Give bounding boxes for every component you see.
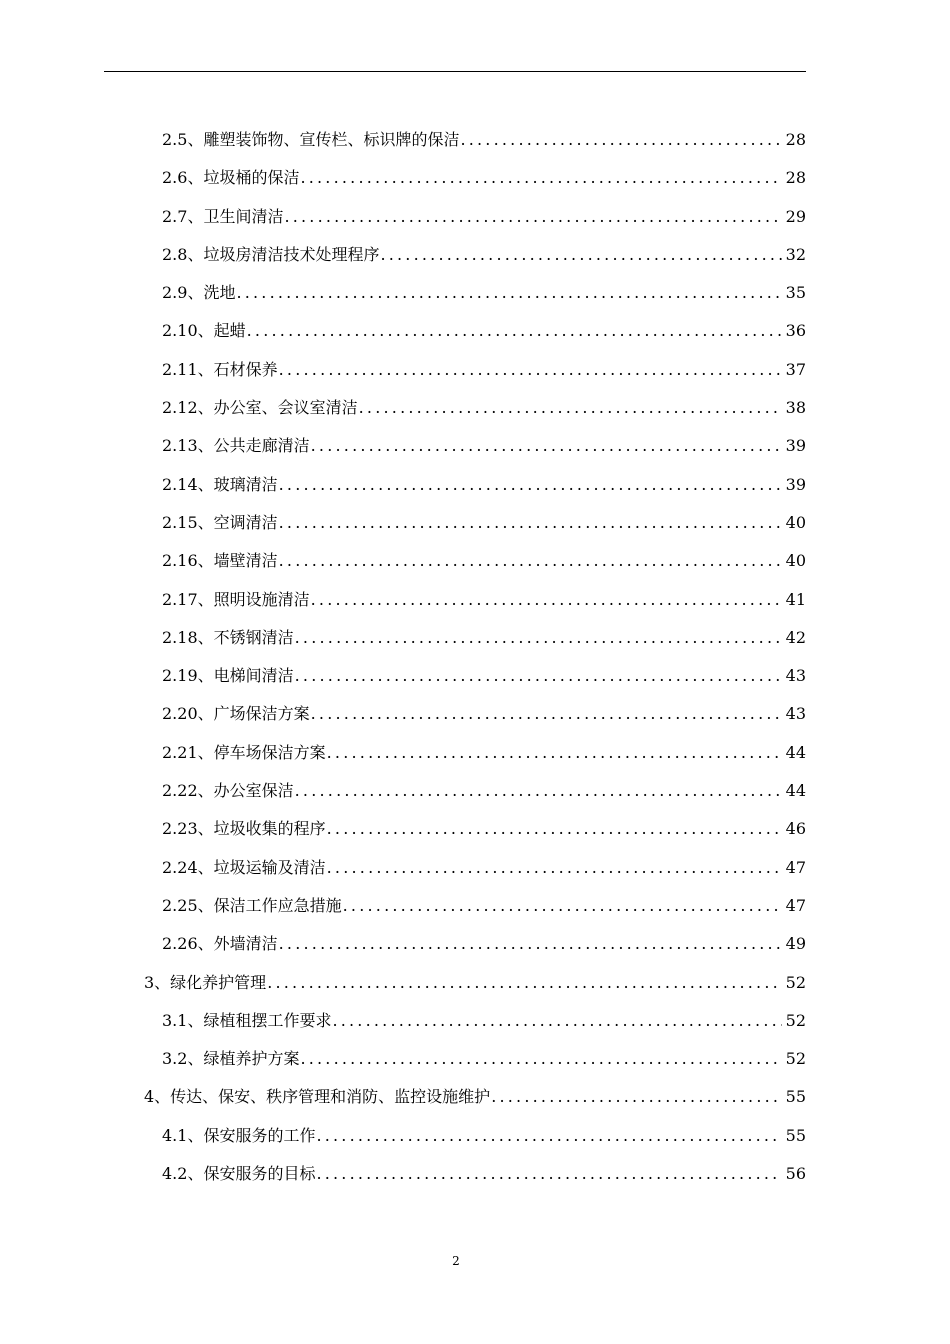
toc-dot-leader [310, 695, 782, 733]
toc-dot-leader [278, 925, 782, 963]
toc-entry[interactable] [0, 695, 806, 733]
toc-entry-label: 2.18、不锈钢清洁 [162, 627, 294, 647]
toc-dot-leader [315, 1155, 782, 1193]
toc-entry[interactable] [0, 466, 806, 504]
toc-entry[interactable] [0, 236, 806, 274]
toc-entry-page: 41 [785, 589, 806, 609]
toc-entry[interactable] [0, 619, 806, 657]
toc-entry-page: 35 [785, 283, 806, 303]
toc-entry-label: 4.1、保安服务的工作 [162, 1125, 316, 1145]
toc-entry-page: 38 [785, 398, 806, 418]
toc-dot-leader [299, 1040, 782, 1078]
toc-entry-page: 40 [785, 551, 806, 571]
toc-dot-leader [459, 121, 782, 159]
toc-entry[interactable] [0, 198, 806, 236]
toc-dot-leader [235, 274, 782, 312]
toc-entry-label: 2.17、照明设施清洁 [162, 589, 310, 609]
toc-dot-leader [299, 159, 782, 197]
toc-entry-page: 49 [785, 934, 806, 954]
toc-entry-label: 2.11、石材保养 [162, 359, 278, 379]
toc-entry[interactable] [0, 734, 806, 772]
toc-entry-page: 28 [785, 130, 806, 149]
toc-entry[interactable] [0, 121, 806, 159]
toc-entry[interactable] [0, 581, 806, 619]
toc-dot-leader [266, 964, 782, 1002]
toc-dot-leader [310, 427, 782, 465]
toc-dot-leader [310, 581, 782, 619]
toc-entry-label: 2.5、雕塑装饰物、宣传栏、标识牌的保洁 [162, 130, 460, 149]
toc-entry-page: 28 [785, 168, 806, 188]
toc-entry-label: 2.16、墙壁清洁 [162, 551, 278, 571]
toc-dot-leader [358, 389, 782, 427]
toc-entry-label: 2.25、保洁工作应急措施 [162, 895, 342, 915]
toc-dot-leader [490, 1078, 782, 1116]
toc-dot-leader [278, 351, 782, 389]
toc-entry-page: 47 [785, 857, 806, 877]
toc-dot-leader [283, 198, 782, 236]
toc-entry-label: 2.7、卫生间清洁 [162, 206, 284, 226]
toc-entry[interactable] [0, 351, 806, 389]
toc-dot-leader [326, 810, 782, 848]
toc-entry-label: 4.2、保安服务的目标 [162, 1164, 316, 1184]
toc-dot-leader [326, 849, 782, 887]
toc-dot-leader [315, 1117, 782, 1155]
toc-entry[interactable] [0, 657, 806, 695]
toc-entry-label: 2.20、广场保洁方案 [162, 704, 310, 724]
toc-entry-page: 55 [785, 1087, 806, 1107]
toc-entry[interactable] [0, 427, 806, 465]
toc-entry-page: 43 [785, 666, 806, 686]
toc-entry-label: 2.23、垃圾收集的程序 [162, 819, 326, 839]
header-rule [104, 71, 806, 72]
toc-entry-label: 2.21、停车场保洁方案 [162, 742, 326, 762]
toc-dot-leader [278, 466, 782, 504]
toc-entry-label: 3.2、绿植养护方案 [162, 1049, 300, 1069]
toc-entry-label: 3、绿化养护管理 [144, 972, 267, 992]
toc-entry-page: 39 [785, 436, 806, 456]
toc-dot-leader [379, 236, 782, 274]
toc-entry[interactable] [0, 389, 806, 427]
toc-dot-leader [294, 619, 782, 657]
toc-entry-label: 3.1、绿植租摆工作要求 [162, 1010, 332, 1030]
toc-dot-leader [342, 887, 782, 925]
toc-entry[interactable] [0, 1078, 806, 1116]
toc-entry-page: 40 [785, 512, 806, 532]
toc-entry-label: 2.12、办公室、会议室清洁 [162, 398, 358, 418]
toc-entry[interactable] [0, 504, 806, 542]
toc-entry-page: 32 [785, 244, 806, 264]
toc-entry-label: 4、传达、保安、秩序管理和消防、监控设施维护 [144, 1087, 491, 1107]
toc-entry[interactable] [0, 274, 806, 312]
toc-entry-label: 2.14、玻璃清洁 [162, 474, 278, 494]
toc-entry-label: 2.13、公共走廊清洁 [162, 436, 310, 456]
toc-entry-page: 42 [785, 627, 806, 647]
toc-entry-label: 2.24、垃圾运输及清洁 [162, 857, 326, 877]
toc-entry[interactable] [0, 810, 806, 848]
toc-entry-page: 39 [785, 474, 806, 494]
toc-entry-page: 52 [785, 972, 806, 992]
toc-entry-label: 2.26、外墙清洁 [162, 934, 278, 954]
toc-entry-label: 2.9、洗地 [162, 283, 236, 303]
toc-dot-leader [294, 657, 782, 695]
toc-entry[interactable] [0, 159, 806, 197]
toc-entry[interactable] [0, 887, 806, 925]
toc-entry-page: 56 [785, 1164, 806, 1184]
toc-entry-page: 55 [785, 1125, 806, 1145]
toc-dot-leader [278, 504, 782, 542]
toc-entry[interactable] [0, 542, 806, 580]
toc-entry[interactable] [0, 312, 806, 350]
toc-entry-label: 2.8、垃圾房清洁技术处理程序 [162, 244, 380, 264]
toc-entry-page: 44 [785, 781, 806, 801]
toc-entry[interactable] [0, 849, 806, 887]
toc-entry-page: 36 [785, 321, 806, 341]
toc-dot-leader [326, 734, 782, 772]
toc-dot-leader [278, 542, 782, 580]
toc-entry-page: 37 [785, 359, 806, 379]
toc-entry-page: 46 [785, 819, 806, 839]
table-of-contents [0, 121, 950, 1193]
toc-dot-leader [246, 312, 782, 350]
toc-entry-page: 52 [785, 1010, 806, 1030]
toc-entry[interactable] [0, 1117, 806, 1155]
toc-entry-label: 2.10、起蜡 [162, 321, 246, 341]
toc-entry[interactable] [0, 925, 806, 963]
toc-entry[interactable] [0, 1040, 806, 1078]
toc-entry-page: 47 [785, 895, 806, 915]
page-number: 2 [452, 1254, 460, 1268]
toc-entry-page: 43 [785, 704, 806, 724]
toc-entry-label: 2.15、空调清洁 [162, 512, 278, 532]
toc-entry[interactable] [0, 772, 806, 810]
toc-entry[interactable] [0, 1002, 806, 1040]
toc-entry-page: 52 [785, 1049, 806, 1069]
toc-entry-label: 2.22、办公室保洁 [162, 781, 294, 801]
toc-dot-leader [331, 1002, 782, 1040]
toc-entry-page: 29 [785, 206, 806, 226]
toc-entry[interactable] [0, 964, 806, 1002]
toc-entry-page: 44 [785, 742, 806, 762]
toc-entry[interactable] [0, 1155, 806, 1193]
toc-entry-label: 2.6、垃圾桶的保洁 [162, 168, 300, 188]
toc-entry-label: 2.19、电梯间清洁 [162, 666, 294, 686]
toc-dot-leader [294, 772, 782, 810]
